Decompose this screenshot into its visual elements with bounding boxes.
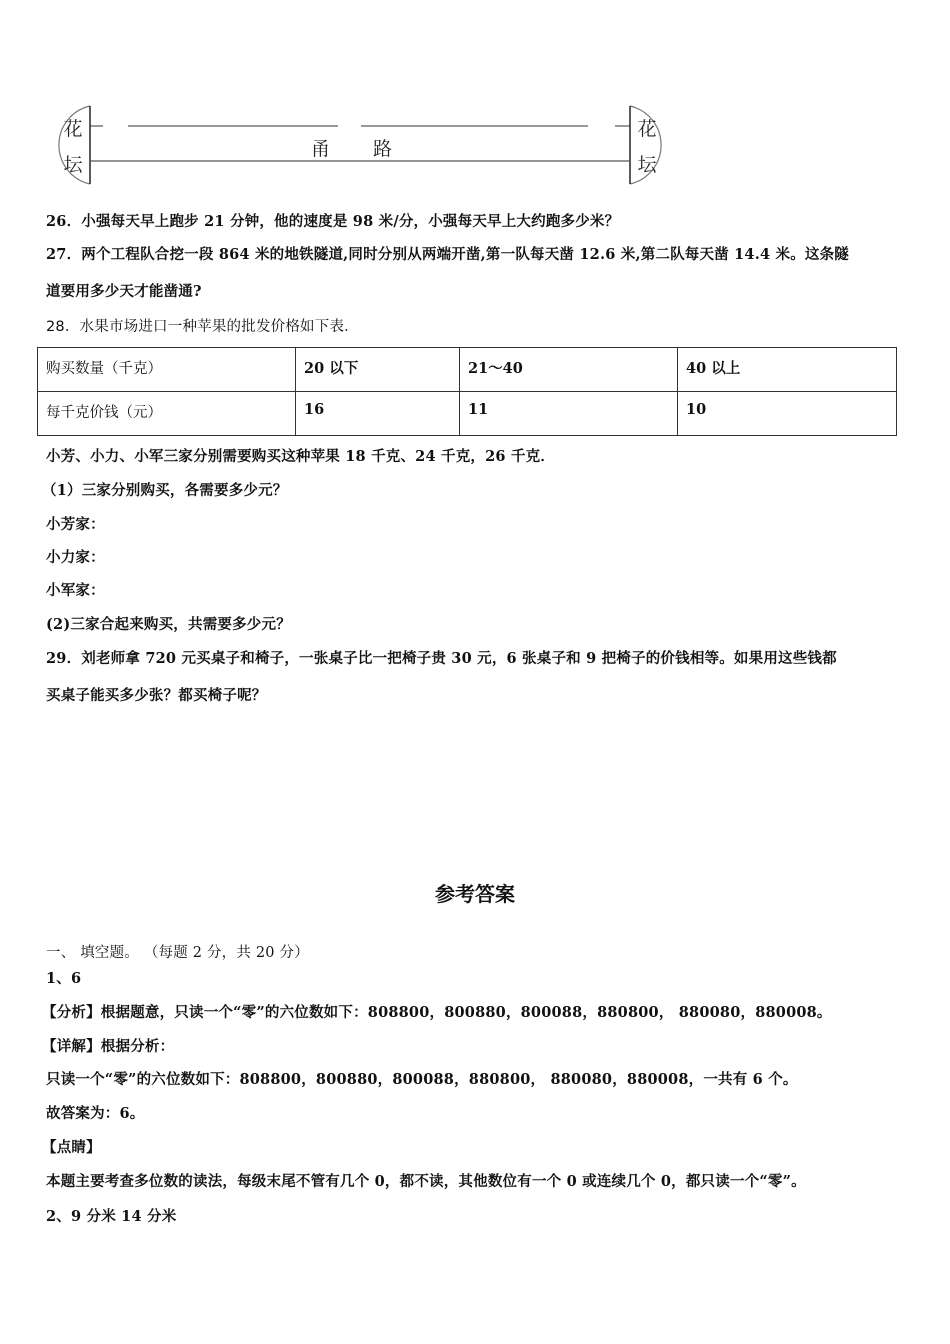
left-flowerbed-char-2: 坛 [63,154,83,176]
table-cell: 21～40 [460,348,678,392]
answer-1: 1、6 [46,970,82,987]
question-27-line-2: 道要用多少天才能凿通? [46,283,202,300]
answer-1-comment-label: 【点睛】 [42,1139,101,1156]
table-cell: 10 [678,392,897,436]
question-26: 26．小强每天早上跑步 21 分钟，他的速度是 98 米/分，小强每天早上大约跑多少米？ [46,213,620,230]
table-cell: 每千克价钱（元） [38,392,296,436]
question-28-part-2: (2)三家合起来购买，共需要多少元？ [46,616,291,633]
left-flowerbed-char-1: 花 [63,118,83,140]
road-diagram-lines [48,104,674,186]
table-cell: 40 以上 [678,348,897,392]
answer-1-result: 故答案为：6。 [46,1105,145,1122]
answer-1-detail: 只读一个“零”的六位数如下：808800，800880，800088，880800， 880080，880008，一共有 6 个。 [46,1071,798,1088]
question-28-xiaojun: 小军家： [46,582,105,599]
apple-price-table [37,347,897,436]
road-label-char-2: 路 [373,138,393,160]
right-flowerbed-char-2: 坛 [637,154,657,176]
road-diagram [48,104,674,186]
table-cell: 16 [296,392,460,436]
road-label-char-1: 甬 [311,138,331,160]
table-row [38,348,897,392]
question-28-xiaofang: 小芳家： [46,516,105,533]
question-27-line-1: 27．两个工程队合挖一段 864 米的地铁隧道,同时分别从两端开凿,第一队每天凿 12.6 米,第二队每天凿 14.4 米。这条隧 [46,246,850,263]
table-row [38,392,897,436]
right-flowerbed-char-1: 花 [637,118,657,140]
question-28-context: 小芳、小力、小军三家分别需要购买这种苹果 18 千克、24 千克，26 千克． [46,448,556,465]
question-28-part-1: （1）三家分别购买，各需要多少元？ [42,482,288,499]
answers-section-1-header: 一、 填空题。 （每题 2 分，共 20 分） [46,945,309,961]
table-cell: 20 以下 [296,348,460,392]
question-28-xiaoli: 小力家： [46,549,105,566]
answer-1-comment: 本题主要考查多位数的读法，每级末尾不管有几个 0，都不读，其他数位有一个 0 或连续几个 0，都只读一个“零”。 [46,1173,806,1190]
answers-title: 参考答案 [435,882,515,906]
question-28-intro: 28．水果市场进口一种苹果的批发价格如下表． [46,319,359,335]
question-29-line-2: 买桌子能买多少张？都买椅子呢？ [46,687,267,704]
question-29-line-1: 29．刘老师拿 720 元买桌子和椅子，一张桌子比一把椅子贵 30 元，6 张桌子和 9 把椅子的价钱相等。如果用这些钱都 [46,650,837,667]
answer-1-detail-label: 【详解】根据分析： [42,1038,175,1055]
table-cell: 11 [460,392,678,436]
answer-2: 2、9 分米 14 分米 [46,1208,177,1225]
answer-1-analysis: 【分析】根据题意，只读一个“零”的六位数如下：808800，800880，800088，880800， 880080，880008。 [42,1004,832,1021]
table-cell: 购买数量（千克） [38,348,296,392]
